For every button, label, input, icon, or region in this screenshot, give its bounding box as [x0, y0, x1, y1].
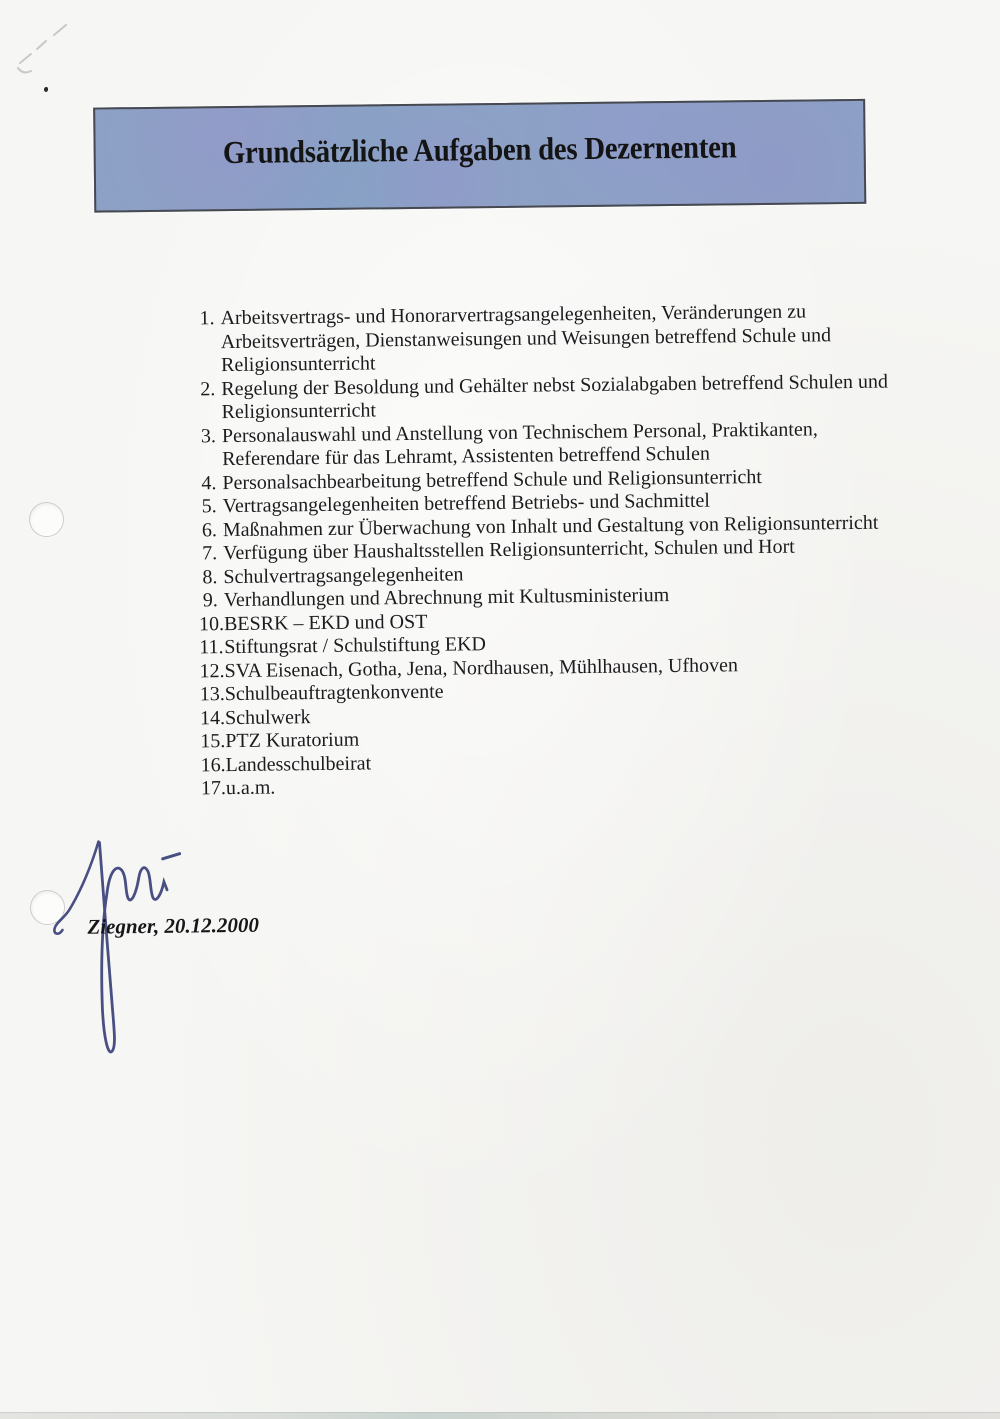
- item-number: 13.: [199, 683, 225, 706]
- item-text: Verhandlungen und Abrechnung mit Kultusministerium: [223, 584, 670, 612]
- item-text: Schulvertragsangelegenheiten: [223, 562, 464, 588]
- signature-block: [41, 820, 344, 1083]
- item-number: 12.: [199, 659, 225, 682]
- item-text: Landesschulbeirat: [225, 751, 372, 776]
- task-item: [197, 416, 957, 472]
- item-text: u.a.m.: [225, 776, 276, 800]
- item-text: Regelung der Besoldung und Gehälter nebst Sozialabgaben betreffend Schulen und Religionsunterricht: [221, 370, 889, 424]
- document-title: Grundsätzliche Aufgaben des Dezernenten: [222, 128, 737, 171]
- item-number: 1.: [199, 307, 215, 330]
- task-item: [196, 369, 956, 425]
- title-banner: [93, 99, 866, 213]
- scan-bottom-edge: [0, 1412, 1000, 1419]
- item-text: Personalsachbearbeitung betreffend Schule und Religionsunterricht: [222, 465, 762, 494]
- signature-caption: Ziegner, 20.12.2000: [87, 912, 260, 939]
- item-number: 14.: [199, 706, 226, 729]
- item-text: Schulbeauftragtenkonvente: [224, 680, 444, 706]
- item-text: Maßnahmen zur Überwachung von Inhalt und Gestaltung von Religionsunterricht: [222, 511, 879, 541]
- item-text: Schulwerk: [224, 705, 311, 729]
- task-item: [195, 299, 956, 378]
- item-text: Personalauswahl und Anstellung von Technischem Personal, Praktikanten, Referendare für das Lehramt, Assistenten betreffend Schulen: [221, 417, 818, 471]
- item-number: 2.: [200, 377, 216, 400]
- item-text: Verfügung über Haushaltsstellen Religionsunterricht, Schulen und Hort: [223, 535, 795, 565]
- item-text: SVA Eisenach, Gotha, Jena, Nordhausen, Mühlhausen, Ufhoven: [224, 653, 739, 682]
- item-number: 16.: [200, 753, 226, 776]
- item-number: 15.: [200, 730, 226, 753]
- handwritten-signature: [41, 821, 244, 1083]
- item-text: Stiftungsrat / Schulstiftung EKD: [224, 633, 487, 659]
- item-number: 8.: [202, 565, 218, 588]
- item-number: 3.: [200, 424, 217, 447]
- item-number: 6.: [201, 518, 218, 541]
- task-list: [195, 299, 961, 801]
- item-number: 10.: [198, 612, 225, 635]
- item-number: 7.: [202, 542, 218, 565]
- item-number: 4.: [201, 471, 217, 494]
- item-number: 17.: [200, 777, 227, 800]
- item-number: 9.: [202, 589, 218, 612]
- item-text: Vertragsangelegenheiten betreffend Betriebs- und Sachmittel: [222, 489, 711, 518]
- item-text: BESRK – EKD und OST: [223, 610, 428, 635]
- item-text: Arbeitsvertrags- und Honorarvertragsangelegenheiten, Veränderungen zu Arbeitsverträgen, Dienstanweisungen und Weisungen betreffend Schule und Religionsunterricht: [220, 300, 832, 377]
- item-text: PTZ Kuratorium: [225, 728, 360, 753]
- item-number: 5.: [201, 495, 217, 518]
- item-number: 11.: [199, 636, 224, 659]
